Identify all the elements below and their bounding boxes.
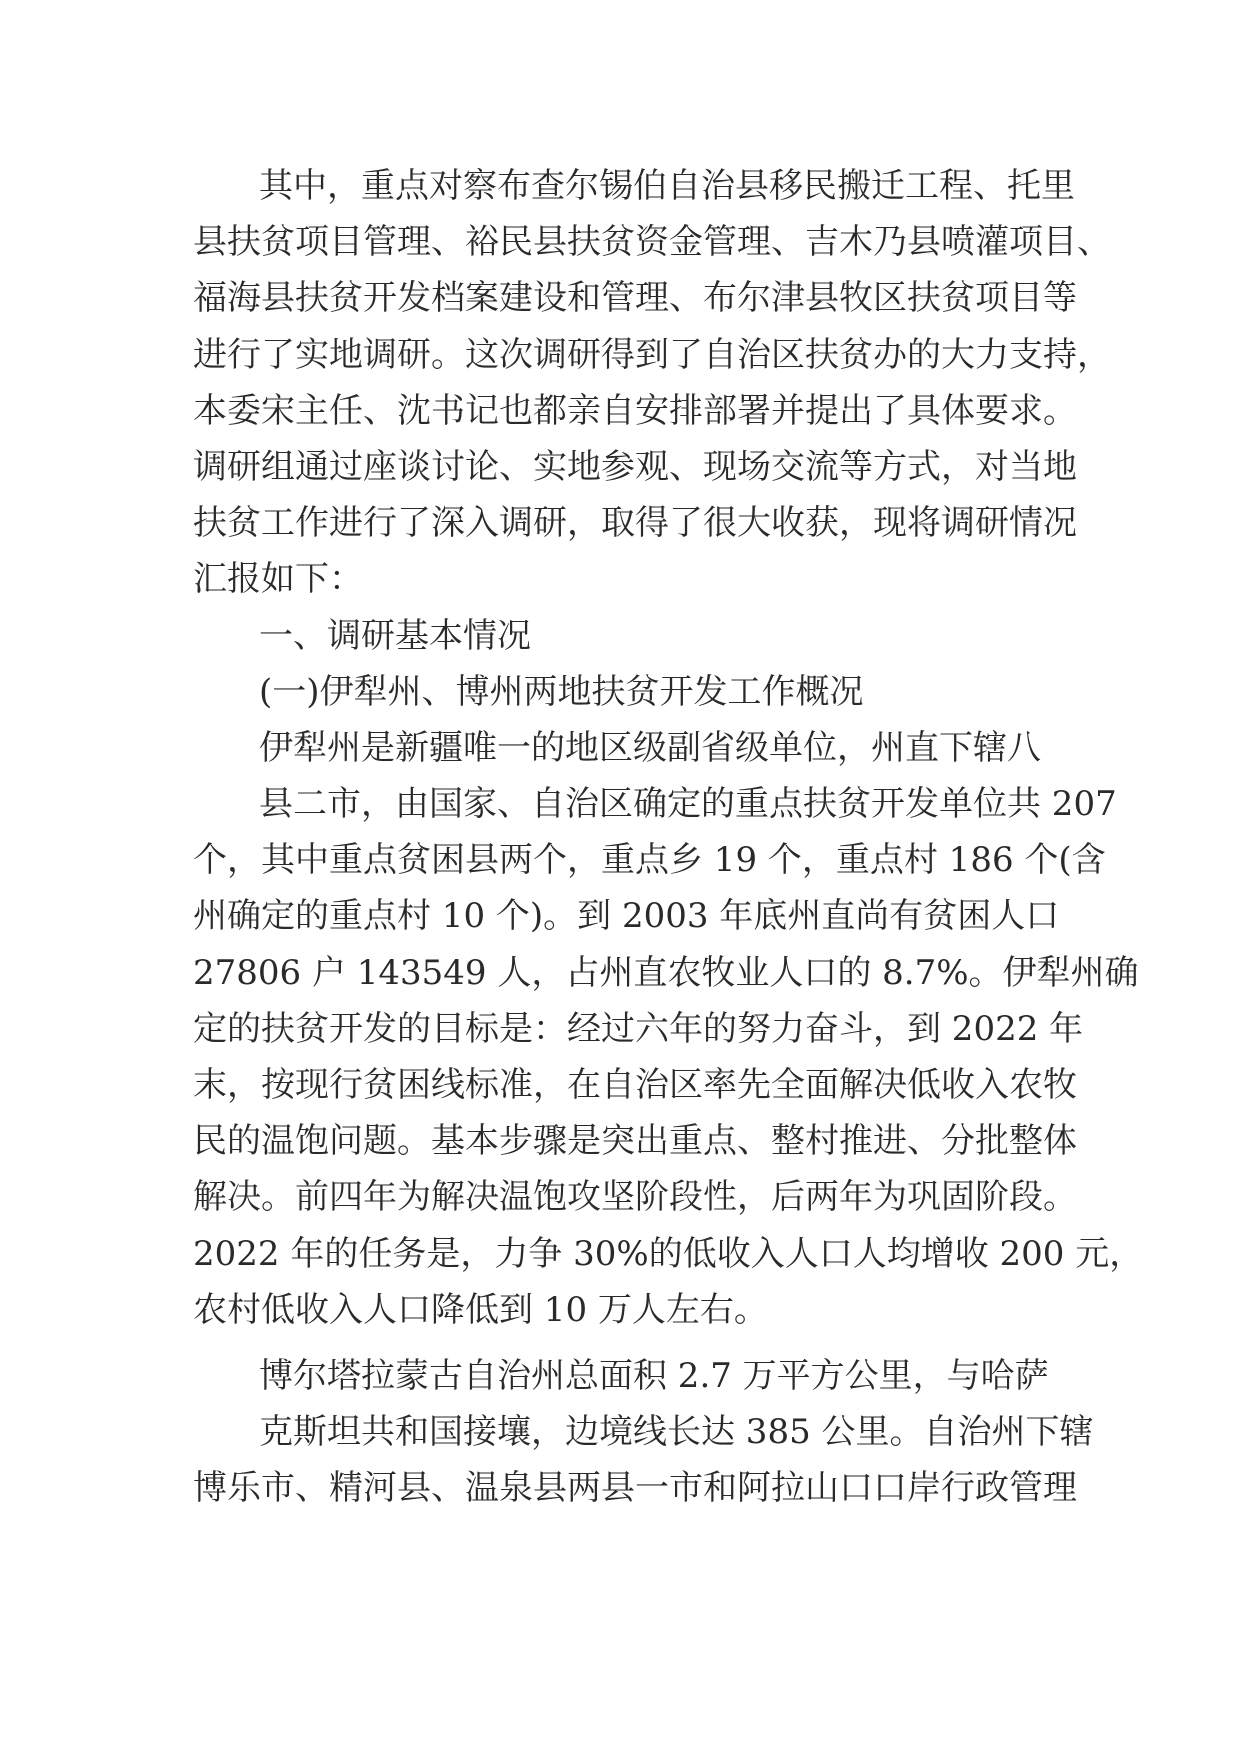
text-line: 博尔塔拉蒙古自治州总面积 2.7 万平方公里，与哈萨 [259, 1355, 1049, 1396]
paragraph-gap [193, 1338, 1053, 1348]
text-line: 末，按现行贫困线标准，在自治区率先全面解决低收入农牧 [193, 1065, 1077, 1105]
text-line: 进行了实地调研。这次调研得到了自治区扶贫办的大力支持， [193, 334, 1111, 375]
text-line: 汇报如下： [193, 559, 363, 600]
subsection-heading: (一)伊犁州、博州两地扶贫开发工作概况 [259, 671, 864, 712]
text-line: 解决。前四年为解决温饱攻坚阶段性，后两年为巩固阶段。 [193, 1177, 1077, 1218]
text-line: 农村低收入人口降低到 10 万人左右。 [193, 1289, 768, 1330]
text-line: 博乐市、精河县、温泉县两县一市和阿拉山口口岸行政管理 [193, 1468, 1077, 1509]
text-line: 调研组通过座谈讨论、实地参观、现场交流等方式，对当地 [193, 446, 1077, 487]
text-line: 个，其中重点贫困县两个，重点乡 19 个，重点村 186 个(含 [193, 840, 1106, 881]
text-line: 克斯坦共和国接壤，边境线长达 385 公里。自治州下辖 [259, 1412, 1094, 1453]
text-line: 福海县扶贫开发档案建设和管理、布尔津县牧区扶贫项目等 [193, 278, 1077, 319]
text-line: 县扶贫项目管理、裕民县扶贫资金管理、吉木乃县喷灌项目、 [193, 222, 1111, 263]
text-line: 伊犁州是新疆唯一的地区级副省级单位，州直下辖八 [259, 727, 1041, 768]
text-line: 其中，重点对察布查尔锡伯自治县移民搬迁工程、托里 [259, 166, 1075, 206]
document-body [193, 158, 1144, 1517]
text-line: 27806 户 143549 人，占州直农牧业人口的 8.7%。伊犁州确 [193, 952, 1139, 993]
text-line: 本委宋主任、沈书记也都亲自安排部署并提出了具体要求。 [193, 390, 1077, 431]
text-line: 州确定的重点村 10 个)。到 2003 年底州直尚有贫困人口 [193, 896, 1060, 937]
text-line: 定的扶贫开发的目标是：经过六年的努力奋斗，到 2022 年 [193, 1008, 1084, 1049]
text-line: 县二市，由国家、自治区确定的重点扶贫开发单位共 207 [259, 784, 1117, 825]
text-line: 2022 年的任务是，力争 30%的低收入人口人均增收 200 元， [193, 1233, 1144, 1274]
section-heading: 一、调研基本情况 [259, 615, 531, 656]
text-line: 民的温饱问题。基本步骤是突出重点、整村推进、分批整体 [193, 1121, 1077, 1162]
text-line: 扶贫工作进行了深入调研，取得了很大收获，现将调研情况 [193, 503, 1077, 544]
